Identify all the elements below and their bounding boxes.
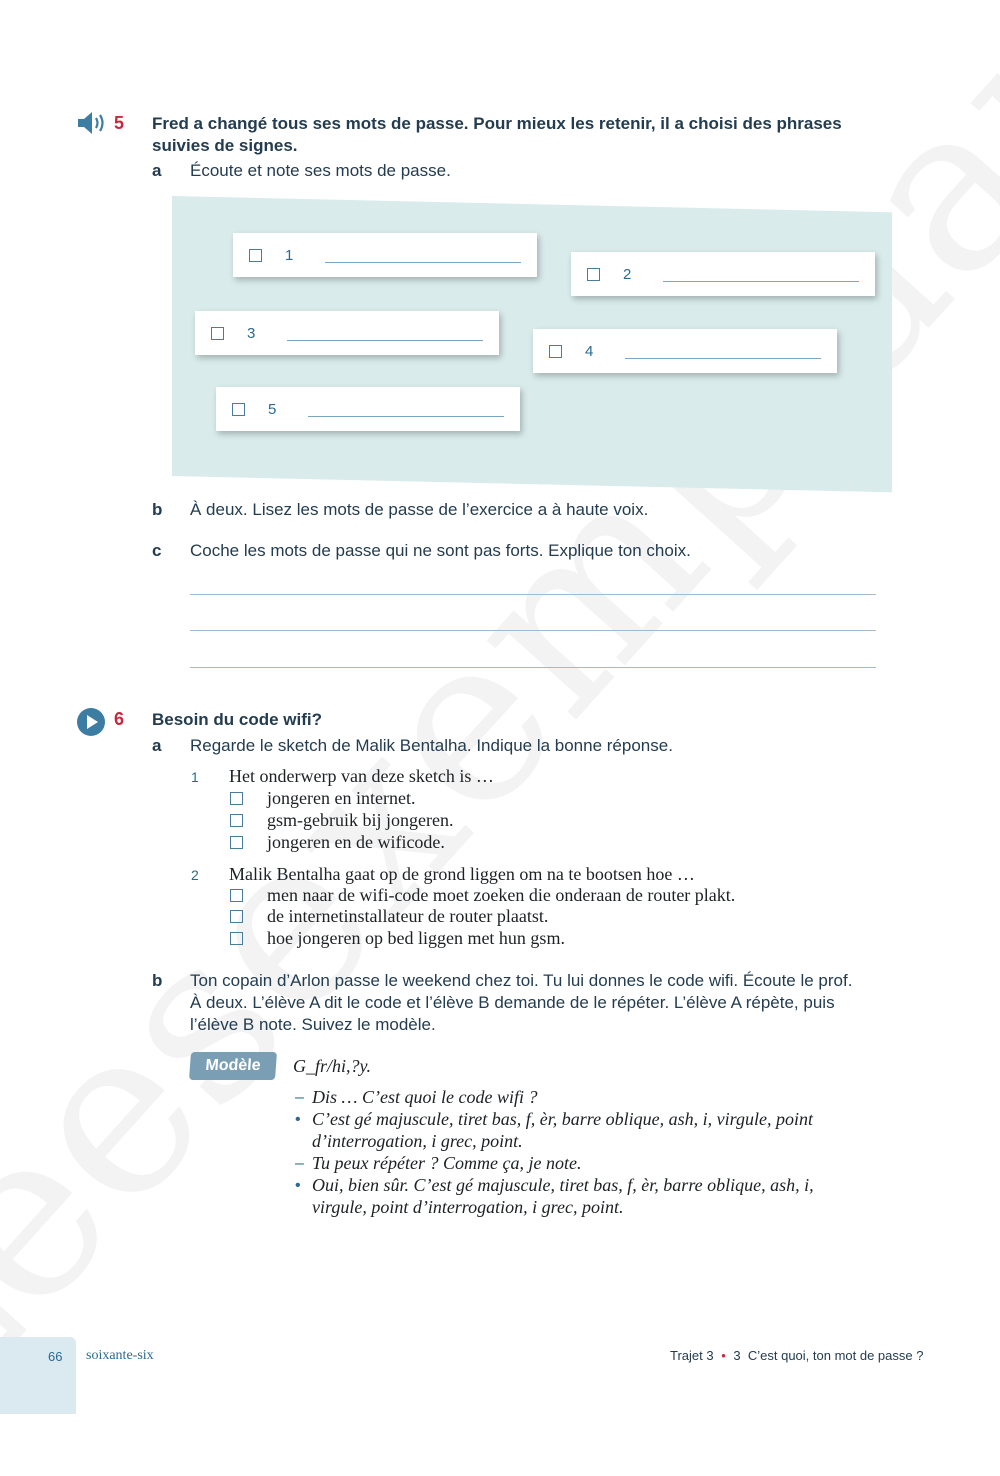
item-letter: a: [152, 161, 162, 180]
dialogue-marker: •: [295, 1177, 301, 1194]
option-text: de internetinstallateur de router plaatst.: [267, 906, 549, 926]
exercise-title: Besoin du code wifi?: [152, 710, 323, 729]
speaker-icon[interactable]: [76, 110, 108, 141]
model-code: G_fr/hi,?y.: [293, 1056, 372, 1076]
checkbox[interactable]: [230, 814, 243, 827]
instruction-c: Coche les mots de passe qui ne sont pas forts. Explique ton choix.: [190, 541, 691, 560]
checkbox[interactable]: [230, 889, 243, 902]
option-text: men naar de wifi-code moet zoeken die onderaan de router plakt.: [267, 885, 736, 905]
checkbox[interactable]: [211, 327, 224, 340]
instruction-b: À deux. Lisez les mots de passe de l’exercice a à haute voix.: [190, 500, 649, 519]
answer-line[interactable]: [287, 340, 483, 341]
checkbox[interactable]: [587, 268, 600, 281]
password-card: [195, 311, 499, 355]
writing-line[interactable]: [190, 667, 876, 668]
question-number: 1: [191, 769, 199, 785]
item-letter: c: [152, 541, 162, 560]
dialogue-line: Tu peux répéter ? Comme ça, je note.: [312, 1153, 582, 1173]
checkbox[interactable]: [232, 403, 245, 416]
exercise-number: 5: [114, 113, 125, 133]
page-word: soixante-six: [86, 1348, 154, 1363]
answer-line[interactable]: [625, 358, 821, 359]
writing-line[interactable]: [190, 594, 876, 595]
checkbox[interactable]: [230, 932, 243, 945]
question-text: Malik Bentalha gaat op de grond liggen om na te bootsen hoe …: [229, 864, 695, 884]
play-icon[interactable]: [76, 707, 106, 742]
option-text: jongeren en de wificode.: [267, 832, 445, 852]
dialogue-line: Dis … C’est quoi le code wifi ?: [312, 1087, 538, 1107]
instruction-a: Écoute et note ses mots de passe.: [190, 161, 451, 180]
item-letter: b: [152, 971, 163, 990]
card-number: 2: [623, 266, 632, 283]
option-text: hoe jongeren op bed liggen met hun gsm.: [267, 928, 565, 948]
footer-chapter: [670, 1348, 923, 1363]
page-number: 66: [48, 1349, 63, 1364]
password-card: [233, 233, 537, 277]
card-number: 4: [585, 343, 594, 360]
answer-line[interactable]: [308, 416, 504, 417]
instruction-b-line: l’élève B note. Suivez le modèle.: [190, 1015, 436, 1034]
footer-chapter-title: 3 C’est quoi, ton mot de passe ?: [733, 1348, 924, 1363]
item-letter: a: [152, 736, 162, 755]
footer-bullet: •: [721, 1348, 726, 1363]
checkbox[interactable]: [549, 345, 562, 358]
checkbox[interactable]: [230, 836, 243, 849]
card-number: 5: [268, 401, 277, 418]
checkbox[interactable]: [230, 792, 243, 805]
answer-line[interactable]: [325, 262, 521, 263]
option-text: jongeren en internet.: [267, 788, 416, 808]
dialogue-line: virgule, point d’interrogation, i grec, point.: [312, 1197, 624, 1217]
instruction-b-line: À deux. L’élève A dit le code et l’élève B demande de le répéter. L’élève A répète, puis: [190, 993, 835, 1012]
question-text: Het onderwerp van deze sketch is …: [229, 766, 494, 786]
exercise-number: 6: [114, 709, 125, 729]
instruction-b-line: Ton copain d’Arlon passe le weekend chez toi. Tu lui donnes le code wifi. Écoute le prof.: [190, 971, 853, 990]
card-number: 1: [285, 247, 294, 264]
password-card: [571, 252, 875, 296]
password-card: [533, 329, 837, 373]
dialogue-line: C’est gé majuscule, tiret bas, f, èr, barre oblique, ash, i, virgule, point: [312, 1109, 813, 1129]
dialogue-marker: •: [295, 1111, 301, 1128]
dialogue-line: d’interrogation, i grec, point.: [312, 1131, 523, 1151]
question-number: 2: [191, 867, 199, 883]
writing-line[interactable]: [190, 630, 876, 631]
page-number-tab: [0, 1337, 76, 1414]
model-badge: Modèle: [189, 1052, 277, 1080]
option-text: gsm-gebruik bij jongeren.: [267, 810, 454, 830]
instruction-a: Regarde le sketch de Malik Bentalha. Indique la bonne réponse.: [190, 736, 673, 755]
password-card: [216, 387, 520, 431]
dialogue-marker: –: [295, 1155, 304, 1172]
checkbox[interactable]: [230, 910, 243, 923]
answer-line[interactable]: [663, 281, 859, 282]
footer-trajet: Trajet 3: [670, 1348, 714, 1363]
dialogue-line: Oui, bien sûr. C’est gé majuscule, tiret bas, f, èr, barre oblique, ash, i,: [312, 1175, 814, 1195]
card-number: 3: [247, 325, 256, 342]
exercise-title: Fred a changé tous ses mots de passe. Pour mieux les retenir, il a choisi des phrases suivies de signes.: [152, 114, 842, 155]
checkbox[interactable]: [249, 249, 262, 262]
item-letter: b: [152, 500, 163, 519]
dialogue-marker: –: [295, 1089, 304, 1106]
